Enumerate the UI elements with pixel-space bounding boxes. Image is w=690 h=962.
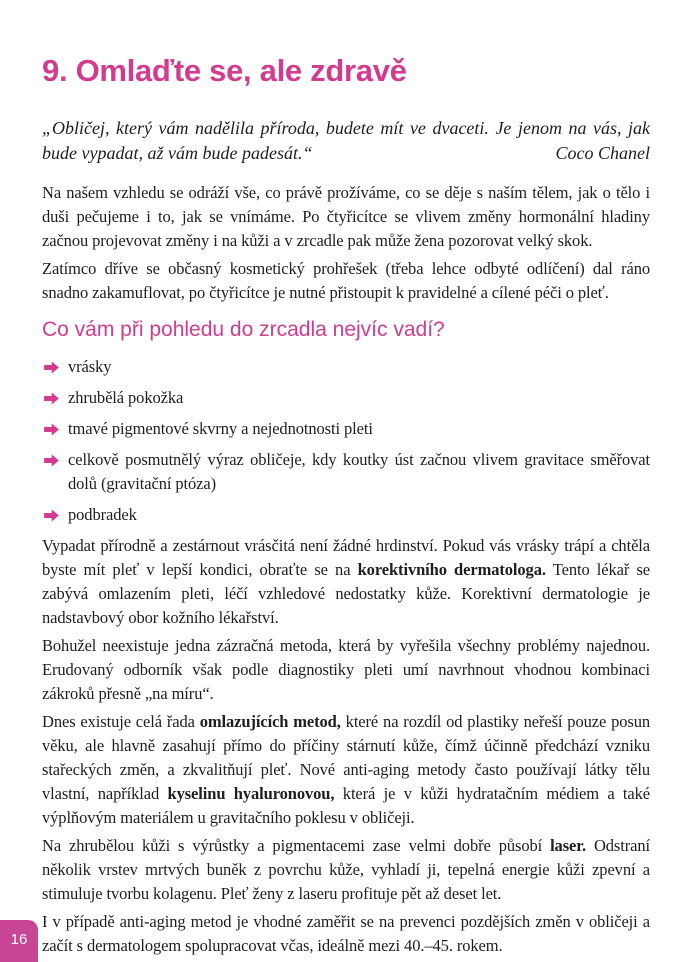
body-paragraph-5: I v případě anti-aging metod je vhodné zaměřit se na prevenci pozdějších změn v obličeji a začít s dermatologem spolupracovat včas, ideálně mezi 40.–45. rokem. <box>42 912 650 955</box>
arrow-right-icon <box>44 454 59 467</box>
body-paragraph-2: Bohužel neexistuje jedna zázračná metoda, která by vyřešila všechny problémy najednou. Erudovaný odborník však podle diagnostiky pleti umí navrhnout vhodnou kombinaci zákroků přesně „na míru“. <box>42 636 650 703</box>
chapter-title: 9. Omlaďte se, ale zdravě <box>42 53 407 88</box>
list-item-text: vrásky <box>68 357 112 376</box>
list-item-text: zhrubělá pokožka <box>68 388 184 407</box>
quote-text: „Obličej, který vám nadělila příroda, budete mít ve dvaceti. Je jenom na vás, jak bude vypadat, až vám bude padesát.“ <box>42 118 650 163</box>
body-paragraph-3: Dnes existuje celá řada omlazujících metod, které na rozdíl od plastiky neřeší pouze posun věku, ale hlavně zasahují přímo do příčiny stárnutí kůže, čímž účinně předchází vzniku stařeckých změn, a zkvalitňují pleť. Nové anti-aging metody často používají látky tělu vlastní, například kyselinu hyaluronovou, která je v kůži hydratačním médiem a také výplňovým materiálem u gravitačního poklesu v obličeji. <box>42 712 651 827</box>
page-content <box>42 0 650 958</box>
list-item-text: tmavé pigmentové skvrny a nejednotnosti pleti <box>68 419 373 438</box>
body-paragraph-1: Vypadat přírodně a zestárnout vrásčitá není žádné hrdinství. Pokud vás vrásky trápí a chtěla byste mít pleť v lepší kondici, obraťte se na korektivního dermatologa. Tento lékař se zabývá omlazením pleti, léčí vzhledové nedostatky kůže. Korektivní dermatologie je nadstavbový obor kožního lékařství. <box>42 536 650 627</box>
epigraph-quote <box>42 116 650 166</box>
arrow-right-icon <box>44 509 59 522</box>
arrow-right-icon <box>44 423 59 436</box>
body-paragraph-4: Na zhrubělou kůži s výrůstky a pigmentacemi zase velmi dobře působí laser. Odstraní několik vrstev mrtvých buněk z povrchu kůže, vyhladí ji, tepelná energie kůži zpevní a stimuluje tvorbu kolagenu. Pleť ženy z laseru profituje pět až deset let. <box>42 836 650 903</box>
list-item-text: podbradek <box>68 505 137 524</box>
page-number: 16 <box>10 930 28 948</box>
list-item <box>42 386 650 410</box>
list-item <box>42 417 650 441</box>
arrow-right-icon <box>44 392 59 405</box>
intro-paragraph-2: Zatímco dříve se občasný kosmetický prohřešek (třeba lehce odbyté odlíčení) dal ráno snadno zakamuflovat, po čtyřicítce je nutné přistoupit k pravidelné a cílené péči o pleť. <box>42 259 650 302</box>
arrow-right-icon <box>44 361 59 374</box>
list-item <box>42 448 650 496</box>
list-item <box>42 503 650 527</box>
page-number-badge <box>0 920 38 962</box>
intro-paragraph-1: Na našem vzhledu se odráží vše, co právě prožíváme, co se děje s naším tělem, jak o tělo i duši pečujeme i to, jak se vnímáme. Po čtyřicítce se vlivem změny hormonální hladiny začnou projevovat změny i na kůži a v zrcadle pak může žena pozorovat velký skok. <box>42 183 650 250</box>
section-heading: Co vám při pohledu do zrcadla nejvíc vadí? <box>42 318 445 341</box>
quote-author: Coco Chanel <box>544 141 651 166</box>
list-item <box>42 355 650 379</box>
concerns-list <box>42 355 650 527</box>
list-item-text: celkově posmutnělý výraz obličeje, kdy koutky úst začnou vlivem gravitace směřovat dolů (gravitační ptóza) <box>68 450 650 493</box>
